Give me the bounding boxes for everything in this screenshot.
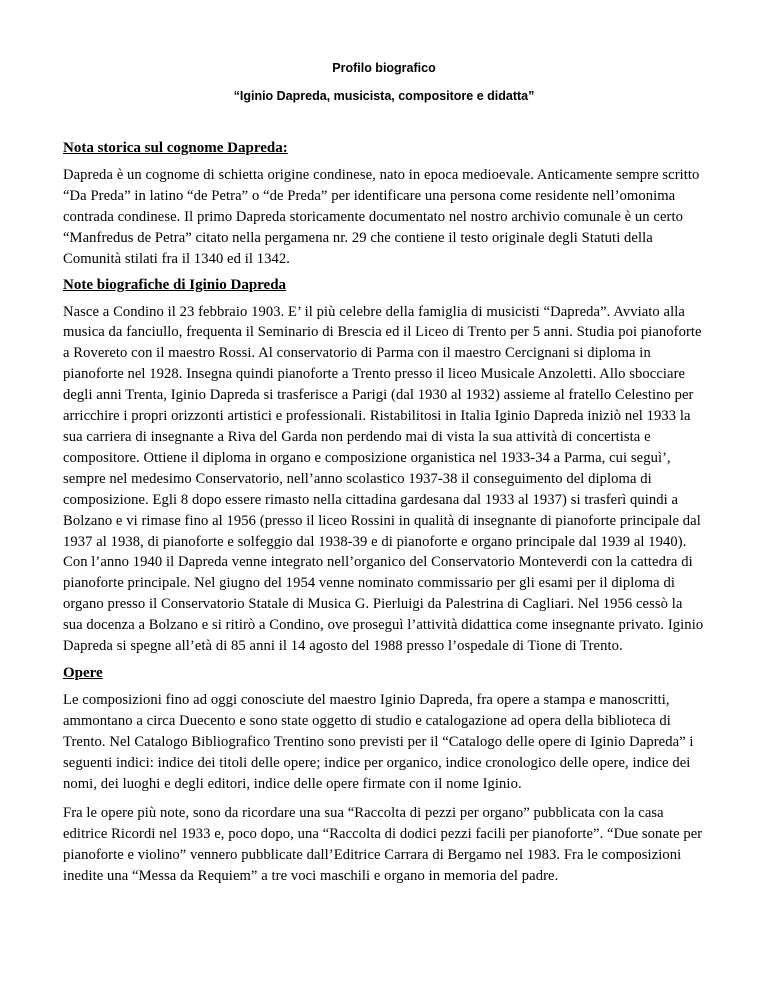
section-heading-nota-storica: Nota storica sul cognome Dapreda: <box>63 140 288 156</box>
document-page <box>63 0 705 887</box>
paragraph-opere-1: Le composizioni fino ad oggi conosciute del maestro Iginio Dapreda, fra opere a stampa e manoscritti, ammontano a circa Duecento e sono state oggetto di studio e catalogazione ad opera della biblioteca di Trento. Nel Catalogo Bibliografico Trentino sono previsti per il “Catalogo delle opere di Iginio Dapreda” i seguenti indici: indice dei titoli delle opere; indice per organico, indice cronologico delle opere, indice dei nomi, dei luoghi e degli editori, indice delle opere firmate con il nome Iginio. <box>63 691 694 792</box>
document-title: Profilo biografico <box>332 61 436 75</box>
paragraph-opere-2: Fra le opere più note, sono da ricordare una sua “Raccolta di pezzi per organo” pubblicata con la casa editrice Ricordi nel 1933 e, poco dopo, una “Raccolta di dodici pezzi facili per pianoforte”. “Due sonate per pianoforte e violino” vennero pubblicate dall’Editrice Carrara di Bergamo nel 1983. Fra le composizioni inedite una “Messa da Requiem” a tre voci maschili e organo in memoria del padre. <box>63 805 703 885</box>
paragraph-nota-storica: Dapreda è un cognome di schietta origine condinese, nato in epoca medioevale. Anticamente sempre scritto “Da Preda” in latino “de Petra” o “de Preda” per identificare una persona come residente nell’omonima contrada condinese. Il primo Dapreda storicamente documentato nel nostro archivio comunale è un certo “Manfredus de Petra” citato nella pergamena nr. 29 che contiene il testo originale degli Statuti della Comunità stilati fra il 1340 ed il 1342. <box>63 167 700 267</box>
paragraph-note-biografiche: Nasce a Condino il 23 febbraio 1903. E’ il più celebre della famiglia di musicisti “Dapreda”. Avviato alla musica da fanciullo, frequenta il Seminario di Brescia ed il Liceo di Trento per 5 anni. Studia poi pianoforte a Rovereto con il maestro Rossi. Al conservatorio di Parma con il maestro Cercignani si diploma in pianoforte nel 1928. Insegna quindi pianoforte a Trento presso il liceo Musicale Anzoletti. Allo sbocciare degli anni Trenta, Iginio Dapreda si trasferisce a Parigi (dal 1930 al 1932) assieme al fratello Celestino per arricchire i propri orizzonti artistici e professionali. Ristabilitosi in Italia Iginio Dapreda iniziò nel 1933 la sua carriera di insegnante a Riva del Garda non perdendo mai di vista la sua attività di concertista e compositore. Ottiene il diploma in organo e composizione organistica nel 1933-34 a Parma, cui seguì’, sempre nel medesimo Conservatorio, nell’anno scolastico 1937-38 il conseguimento del diploma di composizione. Egli 8 dopo essere rimasto nella cittadina gardesana dal 1933 al 1937) si trasferì quindi a Bolzano e vi rimase fino al 1956 (presso il liceo Rossini in qualità di insegnante di pianoforte principale dal 1937 al 1938, di pianoforte e solfeggio dal 1938-39 e di pianoforte e organo principale dal 1939 al 1940). Con l’anno 1940 il Dapreda venne integrato nell’organico del Conservatorio Monteverdi con la cattedra di pianoforte principale. Nel giugno del 1954 venne nominato commissario per gli esami per il diploma di organo presso il Conservatorio Statale di Musica G. Pierluigi da Palestrina di Cagliari. Nel 1956 cessò la sua docenza a Bolzano e si ritirò a Condino, ove proseguì l’attività didattica come insegnante privato. Iginio Dapreda si spegne all’età di 85 anni il 14 agosto del 1988 presso l’ospedale di Tione di Trento. <box>63 303 704 655</box>
section-heading-note-biografiche: Note biografiche di Iginio Dapreda <box>63 276 287 293</box>
title-block <box>63 60 705 104</box>
section-heading-opere: Opere <box>63 664 103 681</box>
document-subtitle: “Iginio Dapreda, musicista, compositore e didatta” <box>233 89 535 103</box>
